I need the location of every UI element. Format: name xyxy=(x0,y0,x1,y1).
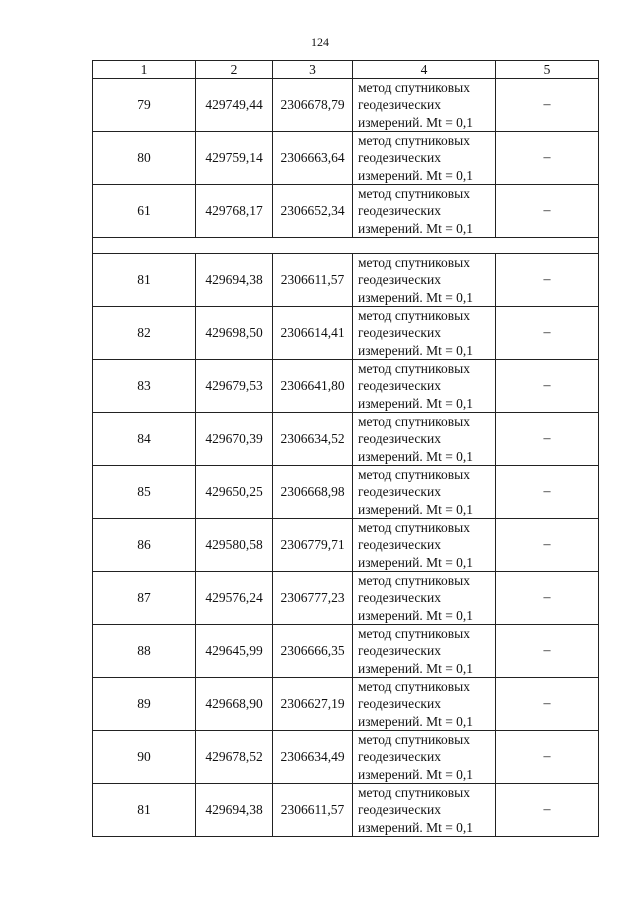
y-coordinate-cell: 2306634,52 xyxy=(273,413,353,466)
table-row xyxy=(93,254,599,307)
point-number-cell: 85 xyxy=(93,466,196,519)
column-5-cell: – xyxy=(496,132,599,185)
method-text-line: метод спутниковых xyxy=(358,520,470,536)
point-number-cell: 90 xyxy=(93,731,196,784)
method-text-line: геодезических xyxy=(358,378,441,394)
method-text-line: геодезических xyxy=(358,696,441,712)
method-cell xyxy=(353,784,496,837)
method-text-line: метод спутниковых xyxy=(358,186,470,202)
method-text-line: измерений. Mt = 0,1 xyxy=(358,167,474,183)
table-row xyxy=(93,784,599,837)
table-row xyxy=(93,625,599,678)
method-text-line: геодезических xyxy=(358,431,441,447)
header-cell-4: 4 xyxy=(353,61,496,79)
method-text-line: измерений. Mt = 0,1 xyxy=(358,114,474,130)
method-text-line: геодезических xyxy=(358,272,441,288)
table-row xyxy=(93,360,599,413)
point-number-cell: 79 xyxy=(93,79,196,132)
column-5-cell: – xyxy=(496,79,599,132)
point-number-cell: 89 xyxy=(93,678,196,731)
x-coordinate-cell: 429694,38 xyxy=(196,784,273,837)
method-cell xyxy=(353,731,496,784)
method-text-line: измерений. Mt = 0,1 xyxy=(358,501,474,517)
y-coordinate-cell: 2306641,80 xyxy=(273,360,353,413)
header-cell-1: 1 xyxy=(93,61,196,79)
method-text-line: геодезических xyxy=(358,203,441,219)
method-text-line: измерений. Mt = 0,1 xyxy=(358,289,474,305)
point-number-cell: 82 xyxy=(93,307,196,360)
column-5-cell: – xyxy=(496,413,599,466)
table-header-row xyxy=(93,61,599,79)
x-coordinate-cell: 429698,50 xyxy=(196,307,273,360)
table-row xyxy=(93,466,599,519)
method-text-line: измерений. Mt = 0,1 xyxy=(358,448,474,464)
method-cell xyxy=(353,360,496,413)
method-cell xyxy=(353,413,496,466)
header-cell-2: 2 xyxy=(196,61,273,79)
method-cell xyxy=(353,132,496,185)
method-text-line: метод спутниковых xyxy=(358,679,470,695)
method-cell xyxy=(353,466,496,519)
column-5-cell: – xyxy=(496,678,599,731)
point-number-cell: 88 xyxy=(93,625,196,678)
method-text-line: геодезических xyxy=(358,150,441,166)
method-text-line: измерений. Mt = 0,1 xyxy=(358,395,474,411)
method-text-line: геодезических xyxy=(358,643,441,659)
method-text-line: метод спутниковых xyxy=(358,467,470,483)
point-number-cell: 83 xyxy=(93,360,196,413)
y-coordinate-cell: 2306611,57 xyxy=(273,254,353,307)
x-coordinate-cell: 429670,39 xyxy=(196,413,273,466)
method-cell xyxy=(353,625,496,678)
method-text-line: измерений. Mt = 0,1 xyxy=(358,766,474,782)
x-coordinate-cell: 429668,90 xyxy=(196,678,273,731)
y-coordinate-cell: 2306663,64 xyxy=(273,132,353,185)
method-text-line: геодезических xyxy=(358,537,441,553)
table-row xyxy=(93,307,599,360)
method-text-line: метод спутниковых xyxy=(358,785,470,801)
method-cell xyxy=(353,572,496,625)
header-cell-3: 3 xyxy=(273,61,353,79)
table-row xyxy=(93,132,599,185)
point-number-cell: 80 xyxy=(93,132,196,185)
column-5-cell: – xyxy=(496,625,599,678)
method-text-line: метод спутниковых xyxy=(358,732,470,748)
x-coordinate-cell: 429759,14 xyxy=(196,132,273,185)
table-row xyxy=(93,519,599,572)
y-coordinate-cell: 2306614,41 xyxy=(273,307,353,360)
point-number-cell: 86 xyxy=(93,519,196,572)
method-cell xyxy=(353,185,496,238)
method-text-line: геодезических xyxy=(358,325,441,341)
column-5-cell: – xyxy=(496,254,599,307)
method-text-line: метод спутниковых xyxy=(358,573,470,589)
method-text-line: измерений. Mt = 0,1 xyxy=(358,220,474,236)
table-row xyxy=(93,572,599,625)
method-text-line: метод спутниковых xyxy=(358,255,470,271)
method-text-line: метод спутниковых xyxy=(358,361,470,377)
method-cell xyxy=(353,519,496,572)
column-5-cell: – xyxy=(496,360,599,413)
method-text-line: метод спутниковых xyxy=(358,626,470,642)
page-number: 124 xyxy=(311,35,329,49)
method-text-line: геодезических xyxy=(358,484,441,500)
y-coordinate-cell: 2306678,79 xyxy=(273,79,353,132)
section-separator-cell xyxy=(93,238,599,254)
method-cell xyxy=(353,307,496,360)
point-number-cell: 87 xyxy=(93,572,196,625)
x-coordinate-cell: 429679,53 xyxy=(196,360,273,413)
method-text-line: геодезических xyxy=(358,97,441,113)
column-5-cell: – xyxy=(496,307,599,360)
method-text-line: метод спутниковых xyxy=(358,308,470,324)
table-row xyxy=(93,678,599,731)
column-5-cell: – xyxy=(496,185,599,238)
table-row xyxy=(93,413,599,466)
method-text-line: измерений. Mt = 0,1 xyxy=(358,607,474,623)
method-text-line: геодезических xyxy=(358,802,441,818)
method-text-line: измерений. Mt = 0,1 xyxy=(358,713,474,729)
x-coordinate-cell: 429749,44 xyxy=(196,79,273,132)
y-coordinate-cell: 2306779,71 xyxy=(273,519,353,572)
method-text-line: метод спутниковых xyxy=(358,133,470,149)
x-coordinate-cell: 429694,38 xyxy=(196,254,273,307)
x-coordinate-cell: 429768,17 xyxy=(196,185,273,238)
point-number-cell: 81 xyxy=(93,254,196,307)
y-coordinate-cell: 2306634,49 xyxy=(273,731,353,784)
y-coordinate-cell: 2306668,98 xyxy=(273,466,353,519)
x-coordinate-cell: 429678,52 xyxy=(196,731,273,784)
coordinates-table xyxy=(92,60,599,837)
point-number-cell: 81 xyxy=(93,784,196,837)
point-number-cell: 61 xyxy=(93,185,196,238)
x-coordinate-cell: 429650,25 xyxy=(196,466,273,519)
section-separator-row xyxy=(93,238,599,254)
column-5-cell: – xyxy=(496,731,599,784)
method-text-line: геодезических xyxy=(358,749,441,765)
y-coordinate-cell: 2306652,34 xyxy=(273,185,353,238)
method-text-line: метод спутниковых xyxy=(358,80,470,96)
method-text-line: измерений. Mt = 0,1 xyxy=(358,819,474,835)
table-row xyxy=(93,185,599,238)
y-coordinate-cell: 2306611,57 xyxy=(273,784,353,837)
method-cell xyxy=(353,678,496,731)
method-cell xyxy=(353,79,496,132)
column-5-cell: – xyxy=(496,519,599,572)
y-coordinate-cell: 2306627,19 xyxy=(273,678,353,731)
y-coordinate-cell: 2306777,23 xyxy=(273,572,353,625)
table-body xyxy=(93,61,599,837)
x-coordinate-cell: 429576,24 xyxy=(196,572,273,625)
method-text-line: геодезических xyxy=(358,590,441,606)
method-text-line: метод спутниковых xyxy=(358,414,470,430)
x-coordinate-cell: 429645,99 xyxy=(196,625,273,678)
method-cell xyxy=(353,254,496,307)
method-text-line: измерений. Mt = 0,1 xyxy=(358,554,474,570)
column-5-cell: – xyxy=(496,466,599,519)
method-text-line: измерений. Mt = 0,1 xyxy=(358,660,474,676)
table-row xyxy=(93,79,599,132)
y-coordinate-cell: 2306666,35 xyxy=(273,625,353,678)
method-text-line: измерений. Mt = 0,1 xyxy=(358,342,474,358)
header-cell-5: 5 xyxy=(496,61,599,79)
column-5-cell: – xyxy=(496,572,599,625)
table-row xyxy=(93,731,599,784)
column-5-cell: – xyxy=(496,784,599,837)
point-number-cell: 84 xyxy=(93,413,196,466)
x-coordinate-cell: 429580,58 xyxy=(196,519,273,572)
